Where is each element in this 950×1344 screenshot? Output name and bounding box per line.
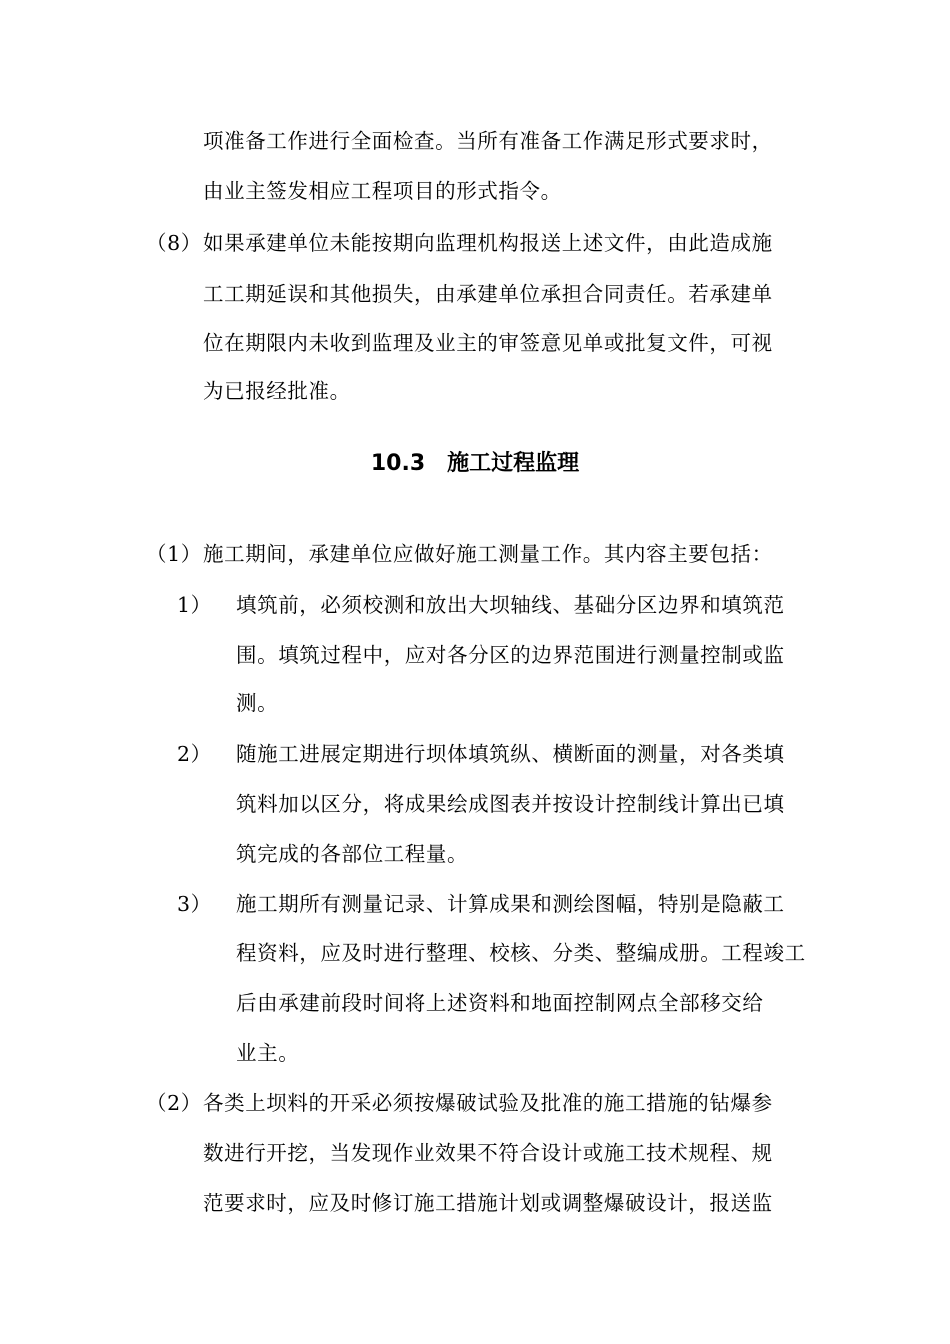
paragraph-line: 项准备工作进行全面检查。当所有准备工作满足形式要求时， bbox=[203, 129, 773, 153]
sublist-marker: 2） bbox=[177, 742, 212, 766]
paragraph-line: 围。填筑过程中，应对各分区的边界范围进行测量控制或监 bbox=[236, 643, 785, 667]
paragraph-line: 测。 bbox=[236, 691, 279, 715]
section-heading bbox=[0, 450, 950, 478]
paragraph-line: 为已报经批准。 bbox=[203, 379, 351, 403]
paragraph-line: 数进行开挖，当发现作业效果不符合设计或施工技术规程、规 bbox=[203, 1141, 773, 1165]
paragraph-line: 工工期延误和其他损失，由承建单位承担合同责任。若承建单 bbox=[203, 282, 773, 306]
paragraph-line: 由业主签发相应工程项目的形式指令。 bbox=[203, 179, 562, 203]
list-marker: （2） bbox=[146, 1091, 202, 1115]
section-title: 施工过程监理 bbox=[447, 451, 580, 476]
paragraph-line: 筑料加以区分，将成果绘成图表并按设计控制线计算出已填 bbox=[236, 792, 785, 816]
paragraph-line: 程资料，应及时进行整理、校核、分类、整编成册。工程竣工 bbox=[236, 941, 806, 965]
paragraph-line: 筑完成的各部位工程量。 bbox=[236, 842, 469, 866]
sublist-marker: 3） bbox=[177, 892, 212, 916]
paragraph-line: 各类上坝料的开采必须按爆破试验及批准的施工措施的钻爆参 bbox=[203, 1091, 773, 1115]
paragraph-line: 随施工进展定期进行坝体填筑纵、横断面的测量，对各类填 bbox=[236, 742, 785, 766]
section-number: 10.3 bbox=[370, 451, 426, 476]
paragraph-line: 施工期间，承建单位应做好施工测量工作。其内容主要包括： bbox=[203, 542, 773, 566]
paragraph-line: 范要求时，应及时修订施工措施计划或调整爆破设计，报送监 bbox=[203, 1191, 773, 1215]
sublist-marker: 1） bbox=[177, 593, 212, 617]
paragraph-line: 后由承建前段时间将上述资料和地面控制网点全部移交给 bbox=[236, 991, 764, 1015]
paragraph-line: 填筑前，必须校测和放出大坝轴线、基础分区边界和填筑范 bbox=[236, 593, 785, 617]
list-marker: （8） bbox=[146, 231, 202, 255]
paragraph-line: 业主。 bbox=[236, 1041, 300, 1065]
paragraph-line: 位在期限内未收到监理及业主的审签意见单或批复文件，可视 bbox=[203, 331, 773, 355]
list-marker: （1） bbox=[146, 542, 202, 566]
paragraph-line: 施工期所有测量记录、计算成果和测绘图幅，特别是隐蔽工 bbox=[236, 892, 785, 916]
paragraph-line: 如果承建单位未能按期向监理机构报送上述文件，由此造成施 bbox=[203, 231, 773, 255]
